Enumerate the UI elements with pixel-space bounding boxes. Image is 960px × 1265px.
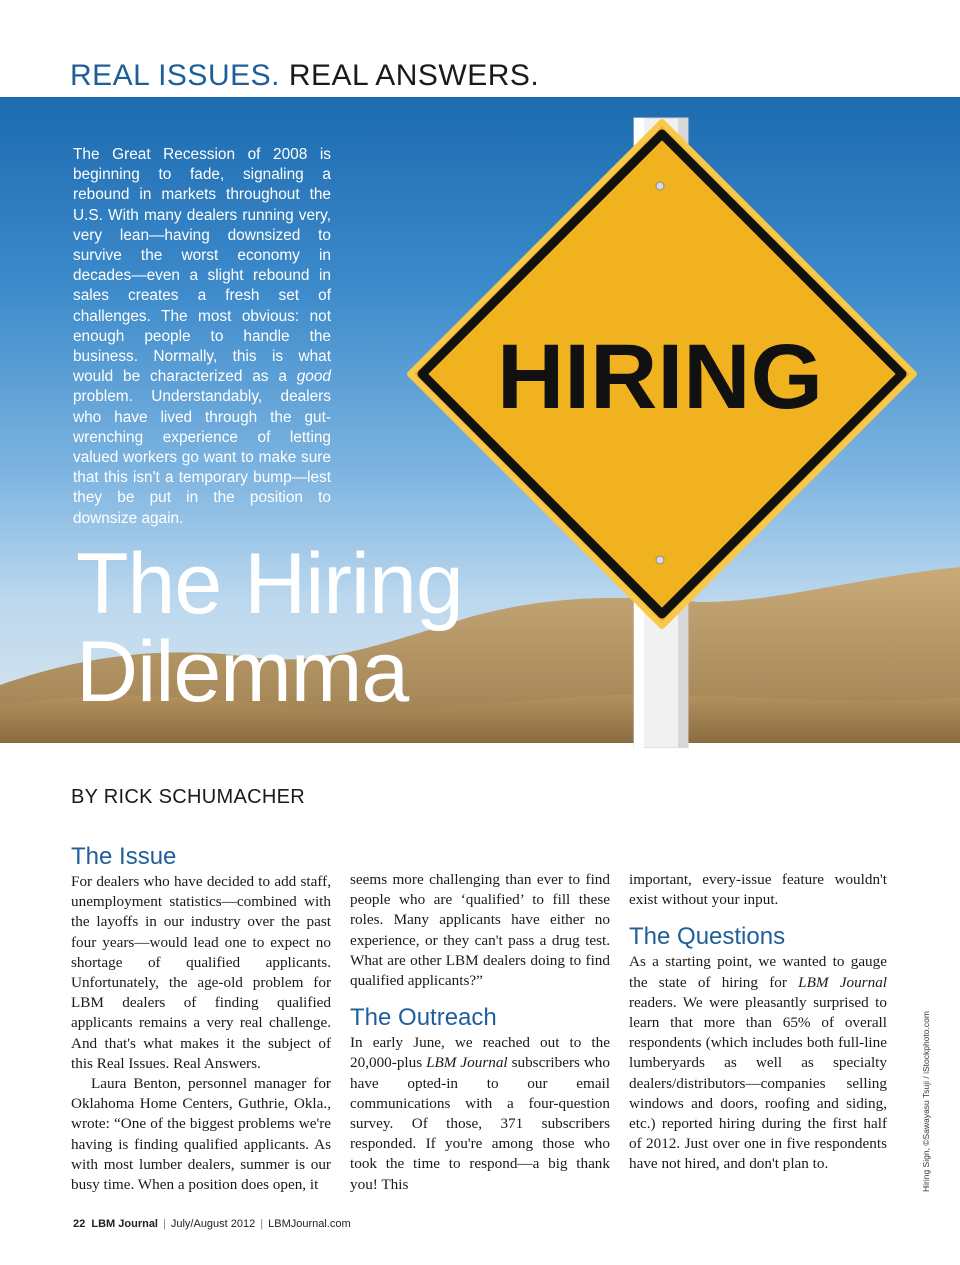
article-headline <box>76 536 463 720</box>
series-title-part1: REAL ISSUES. <box>70 59 280 92</box>
page-number: 22 <box>73 1218 86 1230</box>
footer-magazine: LBM Journal <box>91 1218 158 1230</box>
intro-text <box>73 145 331 529</box>
footer-separator: | <box>163 1218 166 1230</box>
heading-the-questions: The Questions <box>629 923 786 951</box>
heading-the-issue: The Issue <box>71 843 177 870</box>
questions-magazine-name: LBM Journal <box>798 973 888 991</box>
outreach-paragraph <box>350 1033 610 1195</box>
footer-issue: July/August 2012 <box>170 1218 256 1230</box>
hiring-sign <box>400 108 925 748</box>
issue-paragraph-1: For dealers who have decided to add staff, unemployment statistics—combined with the layoffs in our industry over the past four years—would lead one to expect no shortage of qualified applicants. Unfortunately, the age-old problem for LBM dealers of finding qualified applicants remains a very real challenge. And that's what makes it the subject of this Real Issues. Real Answers. <box>71 873 331 1072</box>
series-title <box>70 56 539 96</box>
footer-site: LBMJournal.com <box>268 1218 351 1230</box>
sign-text: HIRING <box>497 326 823 428</box>
outreach-magazine-name: LBM Journal <box>426 1054 508 1072</box>
column-3 <box>629 870 887 1175</box>
intro-before: The Great Recession of 2008 is beginning to fade, signaling a rebound in markets throughout the U.S. With many dealers running very, very lean—having downsized to survive the worst economy in decades—even a slight rebound in sales creates a fresh set of challenges. The most obvious: not enough people to handle the business. Normally, this is what would be characterized as a <box>73 146 331 386</box>
questions-text-a: As a starting point, we wanted to gauge the state of hiring for <box>629 953 887 991</box>
photo-credit: Hiring Sign, ©Sawayasu Tsuji / iStockphoto.com <box>921 1011 931 1192</box>
series-title-part2: REAL ANSWERS. <box>288 59 540 92</box>
questions-text-b: readers. We were pleasantly surprised to learn that more than 65% of overall respondents (which includes both full-line lumberyards as well as specialty dealers/distributors—companies selling windows and doors, roofing and siding, etc.) reported hiring during the first half of 2012. Just over one in five respondents have not hired, and don't plan to. <box>629 993 887 1173</box>
column-1 <box>71 842 331 1195</box>
page-footer <box>73 1218 351 1230</box>
heading-the-outreach: The Outreach <box>350 1004 497 1032</box>
questions-paragraph <box>629 952 887 1174</box>
footer-separator: | <box>260 1218 264 1230</box>
headline-line1: The Hiring <box>76 536 463 632</box>
intro-emphasis: good <box>296 368 331 386</box>
byline: BY RICK SCHUMACHER <box>71 786 305 808</box>
outreach-text-b: subscribers who have opted-in to our email communications with a four-question survey. Of those, 371 subscribers responded. If you're among those who took the time to respond—a big thank you! This <box>350 1054 610 1193</box>
intro-after: problem. Understandably, dealers who have lived through the gut-wrenching experience of letting valued workers go want to make sure that this isn't a temporary bump—lest they be put in the position to downsize again. <box>73 388 331 527</box>
column-2 <box>350 870 610 1195</box>
issue-paragraph-2: Laura Benton, personnel manager for Oklahoma Home Centers, Guthrie, Okla., wrote: “One of the biggest problems we're having is finding qualified applicants. As with most lumber dealers, summer is our busy time. When a position does open, it <box>71 1075 331 1194</box>
headline-line2: Dilemma <box>76 624 409 720</box>
column-3-paragraph: important, every-issue feature wouldn't exist without your input. <box>629 871 887 909</box>
outreach-text-a: In early June, we reached out to the 20,000-plus <box>350 1034 610 1072</box>
column-2-paragraph: seems more challenging than ever to find people who are ‘qualified’ to fill these roles. Many applicants have either no experience, or they can't pass a drug test. What are other LBM dealers doing to find qualified applicants?” <box>350 871 610 990</box>
